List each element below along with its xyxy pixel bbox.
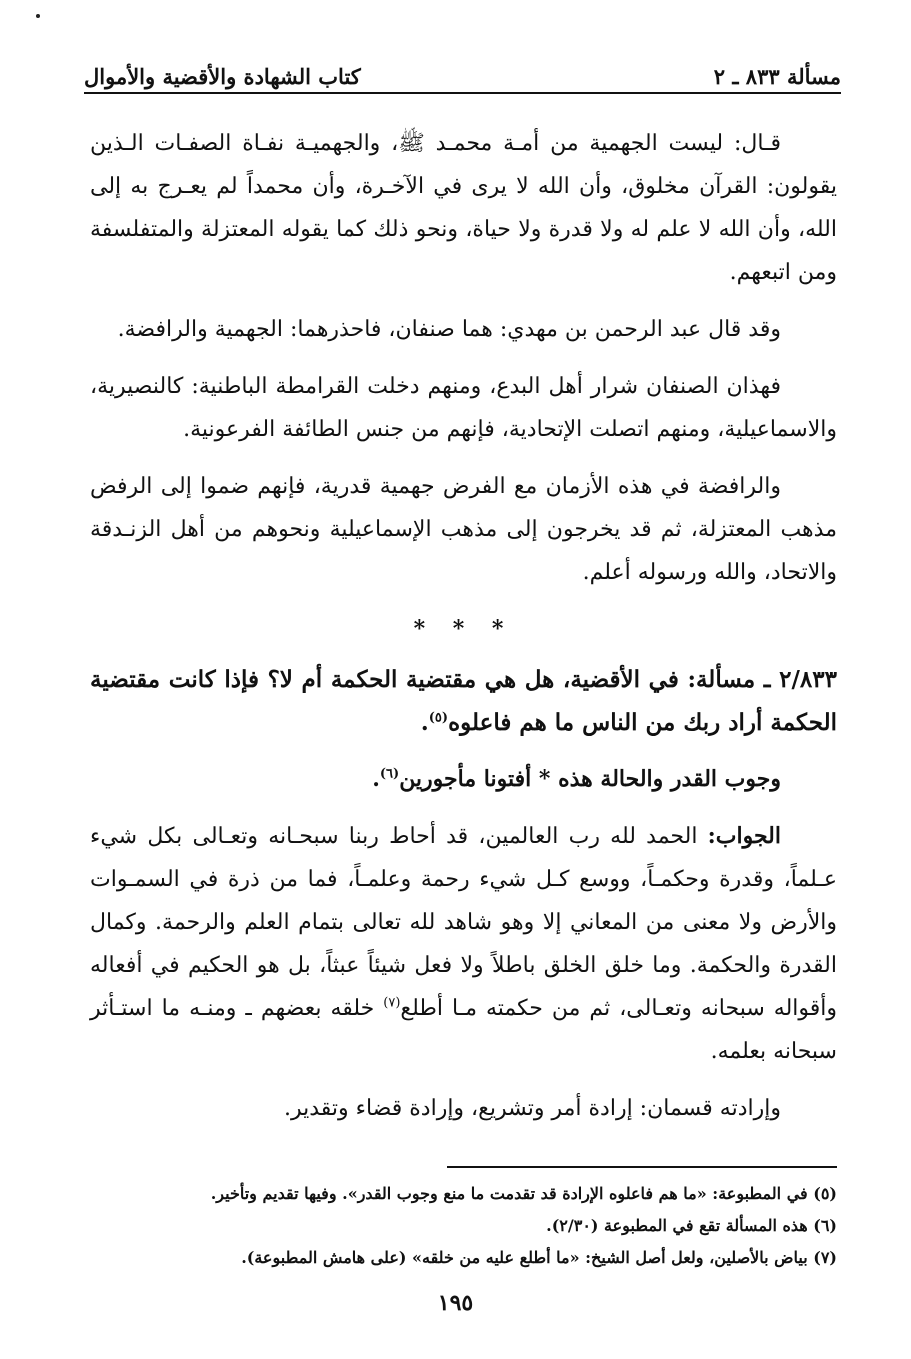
- question-number: ٢/٨٣٣ ـ مسألة:: [687, 666, 837, 693]
- answer-text-part2: خلقه بعضهم ـ ومنـه ما استـأثر سبحانه بعلمه.: [90, 996, 837, 1064]
- header-book-title: كتاب الشهادة والأقضية والأموال: [84, 64, 361, 89]
- section-separator: * * *: [413, 616, 514, 642]
- answer-text-part1: الحمد لله رب العالمين، قد أحاط ربنا سبحـانه وتعـالى بكل شيء عـلماً، وقدرة وحكمـاً، ووسع كـل شيء رحمة وعلمـاً، فما من ذرة في السمـوات والأرض ولا معنى من المعاني إلا وهو شاهد لله تعالى بتمام العلم والرحمة. وكمال القدرة والحكمة. وما خلق الخلق باطلاً ولا فعل شيئاً عبثاً، بل هو الحكيم في أفعاله وأقواله سبحانه وتعـالى، ثم من حكمته مـا أطلع: [90, 824, 837, 1021]
- page-header: [84, 52, 841, 94]
- footnote-7: (٧) بياض بالأصلين، ولعل أصل الشيخ: «ما أطلع عليه من خلقه» (على هامش المطبوعة).: [241, 1248, 837, 1267]
- page-number: ١٩٥: [437, 1290, 474, 1316]
- question-line2-text: وجوب القدر والحالة هذه * أفتونا مأجورين: [399, 766, 781, 792]
- paragraph-two-wills: وإرادته قسمان: إرادة أمر وتشريع، وإرادة قضاء وتقدير.: [283, 1096, 781, 1121]
- question-end: .: [420, 709, 429, 736]
- footnote-ref-5: (٥): [428, 710, 449, 726]
- header-issue-title: مسألة ٨٣٣ ـ ٢: [713, 64, 841, 89]
- question-continuation: [90, 758, 837, 801]
- question-paragraph: [90, 658, 837, 744]
- question-text: في الأقضية، هل هي مقتضية الحكمة أم لا؟ فإذا كانت مقتضية الحكمة أراد ربك من الناس ما هم فاعلوه: [90, 666, 837, 736]
- footnote-ref-6: (٦): [379, 766, 400, 782]
- footnote-5: (٥) في المطبوعة: «ما هم فاعلوه الإرادة قد تقدمت ما منع وجوب القدر». وفيها تقديم وتأخير.: [210, 1184, 837, 1203]
- footnote-ref-7: (٧): [383, 995, 401, 1011]
- question-line2-end: .: [372, 766, 380, 792]
- paragraph-two-sects: فهذان الصنفان شرار أهل البدع، ومنهم دخلت القرامطة الباطنية: كالنصيرية، والاسماعيلية، ومنهم اتصلت الإتحادية، فإنهم من جنس الطائفة الفرعونية.: [90, 374, 837, 442]
- paragraph-jahmiyya: قـال: ليست الجهمية من أمـة محمـد ﷺ، والجهميـة نفـاة الصفـات الـذين يقولون: القرآن مخلوق، وأن الله لا يرى في الآخـرة، وأن محمداً لم يعـرج به إلى الله، وأن الله لا علم له ولا قدرة ولا حياة، ونحو ذلك كما يقوله المعتزلة والمتفلسفة ومن اتبعهم.: [90, 131, 837, 285]
- footnote-6: (٦) هذه المسألة تقع في المطبوعة (٢/٣٠).: [546, 1216, 837, 1235]
- footnote-divider: [447, 1166, 837, 1168]
- corner-mark: [36, 14, 40, 18]
- paragraph-rafida: والرافضة في هذه الأزمان مع الفرض جهمية قدرية، فإنهم ضموا إلى الرفض مذهب المعتزلة، ثم قد يخرجون إلى مذهب الإسماعيلية ونحوهم من أهل الزنـدقة والاتحاد، والله ورسوله أعلم.: [90, 474, 837, 585]
- footnotes: [90, 1178, 837, 1274]
- answer-paragraph: [90, 815, 837, 1073]
- answer-label: الجواب:: [707, 823, 781, 849]
- paragraph-ibn-mahdi: وقد قال عبد الرحمن بن مهدي: هما صنفان، فاحذرهما: الجهمية والرافضة.: [117, 317, 781, 342]
- page-body: [90, 122, 837, 1144]
